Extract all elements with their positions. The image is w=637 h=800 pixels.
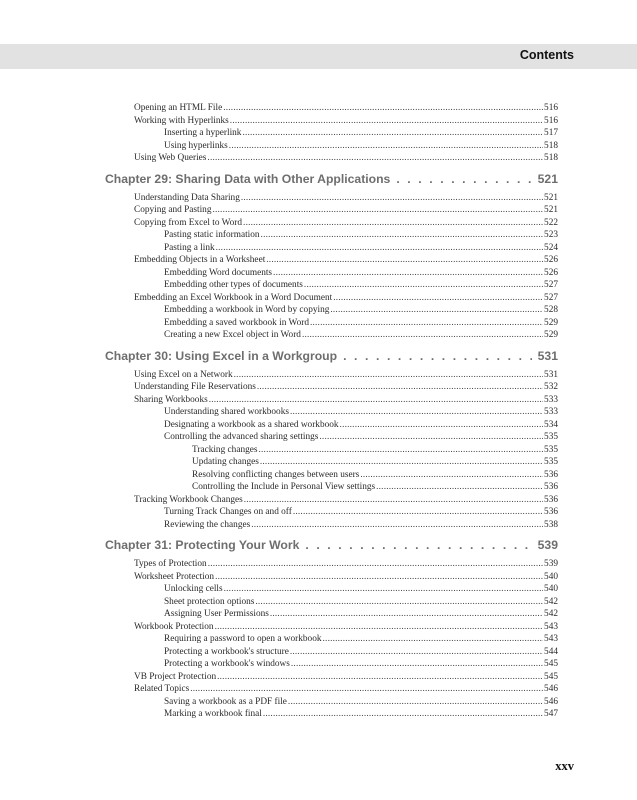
dot-leader: [234, 369, 543, 382]
toc-entry-title: Reviewing the changes: [164, 519, 251, 530]
toc-entry-page: 534: [544, 419, 558, 430]
toc-entry-title: Assigning User Permissions: [164, 609, 269, 619]
toc-entry-page: 516: [544, 103, 558, 113]
toc-entry-title: Sharing Workbooks: [134, 394, 208, 405]
dot-leader: [290, 406, 543, 419]
dot-leader: [290, 646, 543, 659]
toc-entry-page: 535: [544, 432, 558, 442]
toc-entry[interactable]: [105, 267, 558, 280]
toc-entry-title: Tracking changes: [192, 444, 258, 455]
toc-entry-page: 545: [544, 671, 558, 682]
toc-entry-page: 536: [544, 507, 558, 517]
toc-entry[interactable]: [105, 329, 558, 342]
toc-entry[interactable]: [105, 304, 558, 317]
toc-entry[interactable]: [105, 558, 558, 571]
dot-leader: [323, 633, 544, 646]
toc-entry-title: Embedding Objects in a Worksheet: [134, 255, 266, 265]
toc-entry-title: Embedding Word documents: [164, 267, 273, 278]
toc-entry-title: Turning Track Changes on and off: [164, 507, 292, 517]
toc-entry[interactable]: [105, 431, 558, 444]
toc-entry-title: Copying from Excel to Word: [134, 217, 243, 228]
toc-entry-title: Working with Hyperlinks: [134, 115, 229, 126]
toc-entry-page: 516: [544, 115, 558, 126]
chapter-title: Chapter 31: Protecting Your Work: [105, 538, 300, 552]
toc-entry-page: 544: [544, 646, 558, 657]
dot-leader: [217, 671, 543, 684]
dot-leader: [255, 596, 543, 609]
running-header: [0, 44, 637, 69]
dot-leader: [251, 519, 543, 532]
toc-entry[interactable]: [105, 254, 558, 267]
toc-entry-page: 535: [544, 457, 558, 467]
toc-entry-title: Protecting a workbook's windows: [164, 659, 290, 669]
toc-entry-title: Embedding a workbook in Word by copying: [164, 305, 330, 315]
toc-entry[interactable]: [105, 494, 558, 507]
dot-leader: [288, 696, 543, 709]
dot-leader: [223, 102, 543, 115]
toc-entry[interactable]: [105, 102, 558, 115]
toc-entry-page: 538: [544, 519, 558, 530]
toc-entry-title: Embedding an Excel Workbook in a Word Document: [134, 292, 333, 303]
toc-entry[interactable]: [105, 456, 558, 469]
toc-entry[interactable]: [105, 242, 558, 255]
toc-entry[interactable]: [105, 708, 558, 721]
toc-entry-page: 518: [544, 153, 558, 163]
dot-leader: [244, 494, 543, 507]
toc-entry-page: 528: [544, 305, 558, 315]
toc-entry-page: 542: [544, 609, 558, 619]
toc-entry[interactable]: [105, 646, 558, 659]
toc-entry-title: Controlling the Include in Personal View settings: [192, 482, 376, 492]
dot-leader: [229, 140, 543, 153]
dot-leader: [208, 558, 543, 571]
toc-entry[interactable]: [105, 292, 558, 305]
toc-entry[interactable]: [105, 696, 558, 709]
dot-leader: [302, 329, 543, 342]
toc-entry[interactable]: [105, 279, 558, 292]
dot-leader: [243, 217, 543, 230]
toc-entry-page: 521: [544, 192, 558, 203]
toc-entry-title: Opening an HTML File: [134, 103, 223, 113]
dot-leader: [293, 506, 543, 519]
dot-leader: [340, 419, 544, 432]
toc-entry-title: Understanding Data Sharing: [134, 192, 240, 203]
dot-leader: [319, 431, 543, 444]
toc-entry-page: 543: [544, 634, 558, 644]
toc-entry-title: Using Excel on a Network: [134, 369, 233, 380]
toc-entry-page: 526: [544, 267, 558, 278]
toc-entry-page: 536: [544, 494, 558, 505]
toc-entry[interactable]: [105, 192, 558, 205]
toc-entry[interactable]: [105, 419, 558, 432]
toc-entry-page: 536: [544, 482, 558, 492]
toc-entry-title: Copying and Pasting: [134, 205, 212, 215]
dot-leader: [242, 127, 543, 140]
toc-entry[interactable]: [105, 658, 558, 671]
dot-leader: [266, 254, 543, 267]
toc-entry-title: Saving a workbook as a PDF file: [164, 696, 287, 707]
toc-entry-page: 526: [544, 255, 558, 265]
dot-leader: [310, 317, 543, 330]
dot-leader: [305, 537, 531, 554]
chapter-heading[interactable]: [105, 171, 558, 188]
toc-entry-page: 529: [544, 330, 558, 340]
toc-entry[interactable]: [105, 683, 558, 696]
toc-entry-title: Embedding a saved workbook in Word: [164, 317, 309, 328]
toc-entry-title: Controlling the advanced sharing settings: [164, 432, 319, 442]
toc-entry[interactable]: [105, 204, 558, 217]
dot-leader: [224, 583, 543, 596]
toc-entry-page: 529: [544, 317, 558, 328]
chapter-page: 521: [537, 171, 558, 186]
dot-leader: [207, 152, 543, 165]
dot-leader: [212, 204, 543, 217]
dot-leader: [263, 708, 543, 721]
chapter-page: 531: [537, 348, 558, 363]
toc-entry[interactable]: [105, 506, 558, 519]
toc-entry[interactable]: [105, 317, 558, 330]
header-title: Contents: [519, 48, 574, 62]
toc-entry-page: 543: [544, 621, 558, 632]
dot-leader: [304, 279, 543, 292]
toc-entry-title: Protecting a workbook's structure: [164, 646, 289, 657]
toc-entry-title: Worksheet Protection: [134, 571, 215, 582]
toc-entry-page: 546: [544, 684, 558, 694]
page-number: xxv: [555, 759, 574, 773]
toc-entry-title: Sheet protection options: [164, 596, 255, 607]
toc-entry[interactable]: [105, 621, 558, 634]
toc-entry-page: 540: [544, 571, 558, 582]
toc-entry[interactable]: [105, 633, 558, 646]
dot-leader: [376, 481, 543, 494]
toc-entry[interactable]: [105, 381, 558, 394]
dot-leader: [257, 381, 543, 394]
toc-entry-title: Updating changes: [192, 457, 259, 467]
dot-leader: [215, 621, 543, 634]
toc-entry[interactable]: [105, 583, 558, 596]
toc-entry-page: 531: [544, 369, 558, 380]
toc-entry[interactable]: [105, 217, 558, 230]
toc-entry-title: Inserting a hyperlink: [164, 128, 242, 138]
toc-entry[interactable]: [105, 608, 558, 621]
toc-entry[interactable]: [105, 406, 558, 419]
toc-entry-title: Using Web Queries: [134, 153, 207, 163]
toc-entry-title: Types of Protection: [134, 559, 207, 569]
toc-entry-page: 547: [544, 709, 558, 719]
toc-entry-title: Requiring a password to open a workbook: [164, 634, 322, 644]
toc-entry-title: Using hyperlinks: [164, 140, 228, 151]
dot-leader: [273, 267, 543, 280]
table-of-contents: [105, 102, 558, 721]
toc-entry-page: 533: [544, 394, 558, 405]
toc-entry-title: Creating a new Excel object in Word: [164, 330, 301, 340]
toc-entry-title: VB Project Protection: [134, 671, 217, 682]
toc-entry-page: 539: [544, 559, 558, 569]
toc-entry-page: 536: [544, 469, 558, 480]
dot-leader: [330, 304, 543, 317]
dot-leader: [260, 456, 543, 469]
dot-leader: [261, 229, 544, 242]
toc-entry-page: 517: [544, 128, 558, 138]
toc-entry-title: Designating a workbook as a shared workbook: [164, 419, 339, 430]
toc-entry[interactable]: [105, 140, 558, 153]
toc-entry[interactable]: [105, 369, 558, 382]
toc-entry-page: 521: [544, 205, 558, 215]
chapter-page: 539: [537, 538, 558, 552]
chapter-heading[interactable]: [105, 537, 558, 554]
toc-entry-title: Understanding File Reservations: [134, 382, 256, 392]
toc-entry-title: Pasting a link: [164, 242, 215, 253]
dot-leader: [396, 171, 531, 188]
toc-entry[interactable]: [105, 596, 558, 609]
dot-leader: [333, 292, 543, 305]
dot-leader: [343, 348, 532, 365]
toc-entry-title: Unlocking cells: [164, 584, 223, 594]
toc-entry-title: Workbook Protection: [134, 621, 214, 632]
toc-entry-title: Marking a workbook final: [164, 709, 262, 719]
toc-entry-title: Related Topics: [134, 684, 190, 694]
toc-entry[interactable]: [105, 152, 558, 165]
toc-entry[interactable]: [105, 127, 558, 140]
toc-entry[interactable]: [105, 469, 558, 482]
toc-entry[interactable]: [105, 671, 558, 684]
toc-entry-page: 523: [544, 230, 558, 240]
toc-entry-page: 524: [544, 242, 558, 253]
toc-entry[interactable]: [105, 115, 558, 128]
toc-entry-page: 542: [544, 596, 558, 607]
toc-entry-title: Understanding shared workbooks: [164, 407, 289, 417]
toc-entry[interactable]: [105, 394, 558, 407]
dot-leader: [241, 192, 543, 205]
toc-entry-page: 527: [544, 280, 558, 290]
chapter-title: Chapter 30: Using Excel in a Workgroup: [105, 348, 338, 363]
toc-entry-page: 533: [544, 407, 558, 417]
toc-entry[interactable]: [105, 571, 558, 584]
chapter-title: Chapter 29: Sharing Data with Other Applications: [105, 171, 391, 186]
toc-entry-page: 522: [544, 217, 558, 228]
toc-entry-page: 545: [544, 659, 558, 669]
dot-leader: [291, 658, 543, 671]
dot-leader: [215, 571, 543, 584]
toc-entry[interactable]: [105, 481, 558, 494]
toc-entry-title: Tracking Workbook Changes: [134, 494, 243, 505]
chapter-heading[interactable]: [105, 348, 558, 365]
dot-leader: [259, 444, 544, 457]
toc-entry[interactable]: [105, 444, 558, 457]
dot-leader: [216, 242, 543, 255]
dot-leader: [230, 115, 543, 128]
dot-leader: [209, 394, 543, 407]
dot-leader: [270, 608, 543, 621]
toc-entry-title: Embedding other types of documents: [164, 280, 303, 290]
toc-entry[interactable]: [105, 229, 558, 242]
toc-entry-title: Resolving conflicting changes between users: [192, 469, 360, 480]
toc-entry-page: 527: [544, 292, 558, 303]
toc-entry[interactable]: [105, 519, 558, 532]
toc-entry-page: 540: [544, 584, 558, 594]
toc-entry-page: 546: [544, 696, 558, 707]
toc-entry-page: 518: [544, 140, 558, 151]
toc-entry-page: 532: [544, 382, 558, 392]
toc-entry-title: Pasting static information: [164, 230, 260, 240]
dot-leader: [360, 469, 543, 482]
dot-leader: [190, 683, 543, 696]
toc-entry-page: 535: [544, 444, 558, 455]
